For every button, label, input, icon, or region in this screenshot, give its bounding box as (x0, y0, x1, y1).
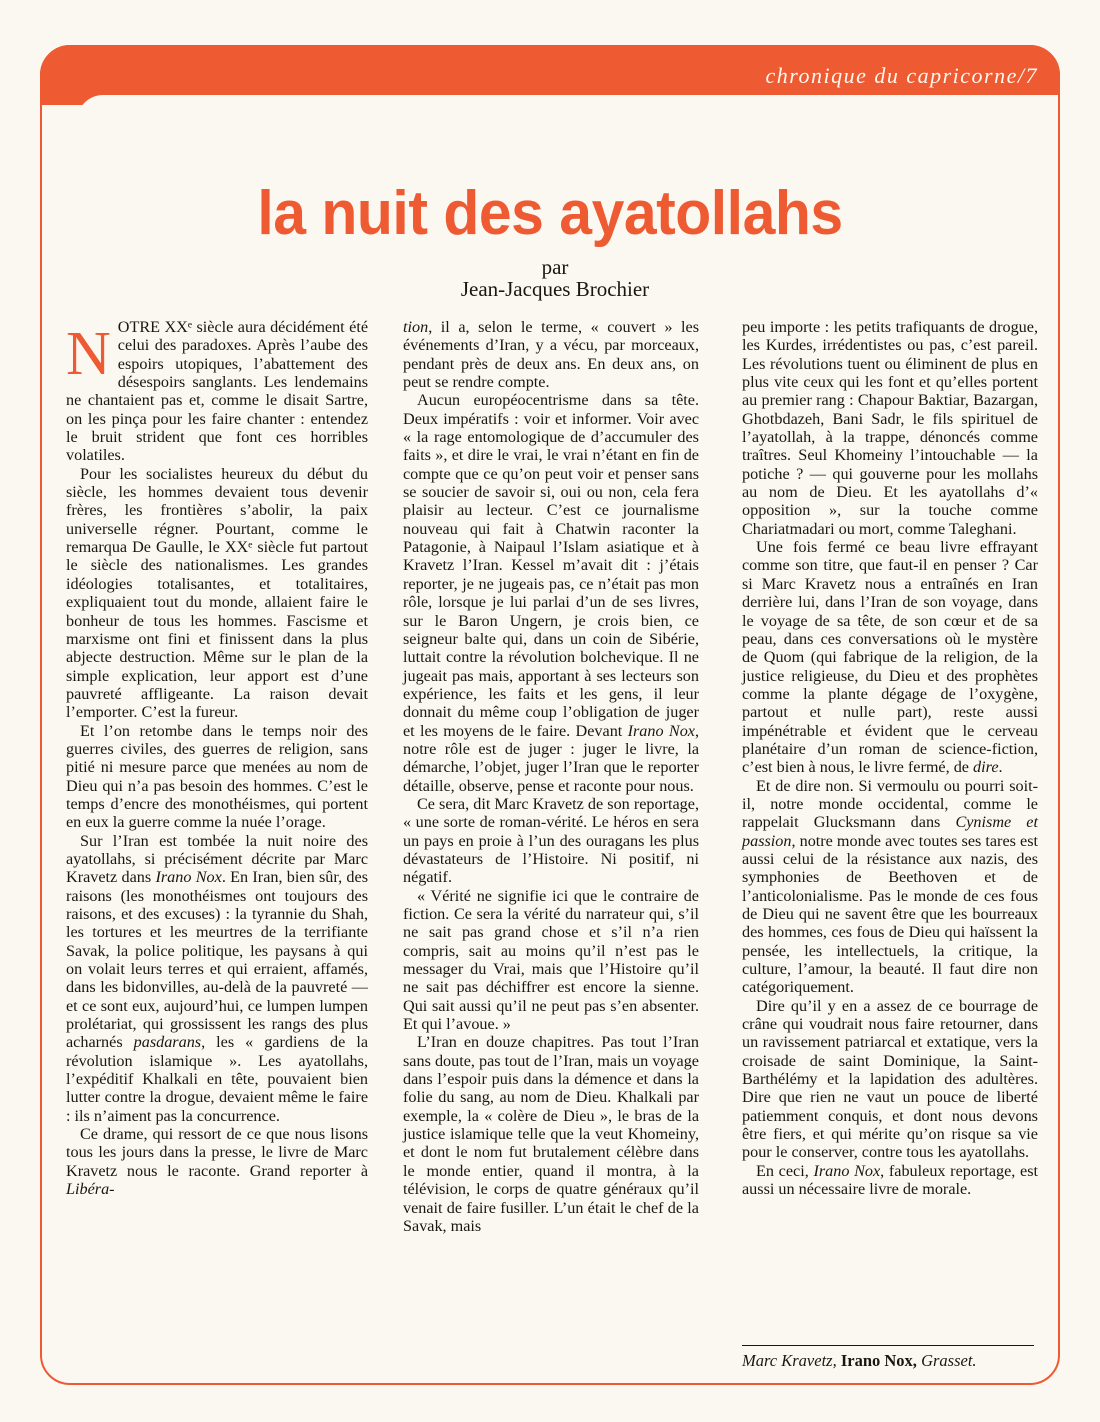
book-title: Irano Nox (813, 1161, 881, 1180)
paragraph: « Vérité ne signifie ici que le contraire de fiction. Ce sera la vérité du narrateur qui, s’il ne sait pas grand chose et s’il n’a rien compris, sait au moins qu’il n’est pas le messager du Vrai, mais que l’Histoire qu’il ne sait pas déchiffrer est encore la sienne. Qui sait aussi qu’il ne peut pas s’en absenter. Et qui l’avoue. » (403, 886, 699, 1034)
text-run: En ceci, (756, 1161, 814, 1180)
paragraph: Dire qu’il y en a assez de ce bourrage de crâne qui voudrait nous faire retourner, dans un ravissement patriarcal et extatique, vers la croisade de saint Dominique, la Saint-Barthélémy et la lapidation des adultères. Dire que rien ne vaut un pouce de liberté patiemment conquis, et dont nous devons être fiers, et qui mérite qu’on risque sa vie pour le conserver, contre tous les ayatollahs. (742, 996, 1038, 1162)
paragraph: Pour les socialistes heureux du début du siècle, les hommes devaient tous devenir frères, les frontières s’abolir, la paix universelle régner. Pourtant, comme le remarqua De Gaulle, le XXᵉ siècle fut partout le siècle des nationalismes. Les grandes idéologies totalisantes, et totalitaires, expliquaient tout du monde, allaient faire le bonheur de tous les hommes. Fascisme et marxisme ont fini et finissent dans la plus abjecte destruction. Même sur le plan de la simple explication, leur apport est d’une pauvreté affligeante. La raison devait l’emporter. C’est la fureur. (66, 464, 368, 722)
paragraph: peu importe : les petits trafiquants de drogue, les Kurdes, irrédentistes ou pas, c’est pareil. Les révolutions tuent ou éliminent de plus en plus vite ceux qui les font et qu’elles portent au premier rang : Chapour Baktiar, Bazargan, Ghotbdazeh, Bani Sadr, le fils spirituel de l’ayatollah, à la trappe, dénoncés comme traîtres. Seul Khomeiny l’intouchable — la potiche ? — qui gouverne pour les mollahs au nom de Dieu. Et les ayatollahs d’« opposition », sur la touche comme Chariatmadari ou mort, comme Taleghani. (742, 318, 1038, 538)
paragraph (403, 318, 699, 391)
article-column-1 (66, 318, 368, 1199)
paragraph: Ce sera, dit Marc Kravetz de son reportage, « une sorte de roman-vérité. Le héros en sera un pays en proie à l’un des ouragans les plus dévastateurs de l’Histoire. Ni positif, ni négatif. (403, 794, 699, 887)
article-title: la nuit des ayatollahs (257, 179, 843, 248)
credit-author: Marc Kravetz, (742, 1351, 837, 1370)
text-run: Et de dire non. Si vermoulu ou pourri soit-il, notre monde occidental, comme le rappelait Glucksmann dans (742, 776, 1038, 832)
section-label: chronique du capricorne/7 (765, 63, 1038, 88)
newspaper-name: Libéra- (66, 1180, 115, 1199)
paragraph-text: OTRE XXᵉ siècle aura décidément été celui des paradoxes. Après l’aube des espoirs utopiques, l’abattement des désespoirs sanglants. Les lendemains ne chantaient pas et, comme le disait Sartre, on les pinça pour les faire chanter : entendez le bruit strident que font ces horribles volatiles. (66, 318, 368, 465)
text-run: Sur l’Iran est tombée la nuit noire des ayatollahs, si précisément décrite par Marc Kravetz dans (66, 831, 368, 887)
paragraph (66, 1125, 368, 1198)
italic-term: pasdarans (133, 1033, 202, 1052)
book-title: Cynisme et passion (742, 813, 1038, 850)
credit-publisher: Grasset. (921, 1351, 977, 1370)
paragraph (742, 777, 1038, 997)
book-credit (742, 1351, 1042, 1371)
book-title: Irano Nox (155, 868, 222, 887)
text-run: , les « gardiens de la révolution islamique ». Les ayatollahs, l’expéditif Khalkali en tête, pouvaient bien lutter contre la drogue, devaient même le faire : ils n’aiment pas la concurrence. (66, 1033, 369, 1125)
paragraph: Et l’on retombe dans le temps noir des guerres civiles, des guerres de religion, sans pitié ni mesure parce que menées au nom de Dieu qui n’a pas besoin des hommes. C’est le temps d’encre des monothéismes, qui portent en eux la guerre comme la nuée l’orage. (66, 721, 368, 832)
text-run: . (998, 758, 1003, 777)
text-run: Aucun européocentrisme dans sa tête. Deux impératifs : voir et informer. Voir avec « la rage entomologique de d’accumuler des faits », et dire le vrai, le vrai n’étant en fin de compte que ce qu’on peut voir et penser sans se soucier de savoir si, oui ou non, cela fera plaisir au lecteur. C’est ce journalisme nouveau qui fait à Chatwin raconter la Patagonie, à Naipaul l’Islam asiatique et à Kravetz l’Iran. Kessel m’avait dit : j’étais reporter, je ne jugeais pas, ce n’était pas mon rôle, lorsque je lui parlai d’un de ses livres, sur le Baron Ungern, je crois bien, ce seigneur balte qui, dans un coin de Sibérie, luttait contre la révolution bolchevique. Il ne jugeait pas mais, apportant à ses lecteurs son expérience, les faits et les gens, il leur donnait du même coup l’obligation de juger et les moyens de le faire. Devant (403, 391, 699, 740)
byline-author: Jean-Jacques Brochier (460, 277, 650, 301)
paragraph (66, 832, 368, 1126)
drop-cap: N (66, 320, 111, 388)
header-band-notch (77, 95, 1058, 125)
book-title: Irano Nox (627, 721, 695, 740)
paragraph (742, 538, 1038, 776)
text-run: Une fois fermé ce beau livre effrayant comme son titre, que faut-il en penser ? Car si Marc Kravetz nous a entraînés en Iran derrière lui, dans l’Iran de son voyage, dans le voyage de sa tête, de son cœur et de sa peau, dans ces conversations où le mystère de Quom (qui fabrique de la religion, de la justice religieuse, du Dieu et des prophètes comme la plante dégage de l’oxygène, partout et nulle part), reste aussi impénétrable et évident que le cerveau planétaire d’un roman de science-fiction, c’est bien à nous, le livre fermé, de (742, 538, 1038, 777)
credit-divider (742, 1345, 1034, 1346)
paragraph (403, 391, 699, 795)
italic-word: dire (973, 758, 999, 777)
text-run: , notre rôle est de juger : juger le livre, la démarche, l’objet, juger l’Iran que le reporter détaille, observe, pense et raconte pour nous. (403, 721, 700, 795)
text-run: , fabuleux reportage, est aussi un nécessaire livre de morale. (742, 1161, 1038, 1199)
byline-par: par (541, 255, 569, 279)
article-column-3 (742, 318, 1038, 1199)
text-run: Ce drame, qui ressort de ce que nous lisons tous les jours dans la presse, le livre de Marc Kravetz nous le raconte. Grand reporter à (66, 1125, 368, 1180)
newspaper-name: tion (403, 318, 429, 336)
paragraph (742, 1162, 1038, 1199)
credit-book-title: Irano Nox, (840, 1351, 917, 1370)
text-run: . En Iran, bien sûr, des raisons (les monothéismes ont toujours des raisons, et des excuses) : la tyrannie du Shah, les tortures et les meurtres de la terrifiante Savak, la police politique, les paysans à qui on volait leurs terres et qui erraient, affamés, dans les bidonvilles, au-delà de la pauvreté — et ce sont eux, aujourd’hui, ce lumpen lumpen prolétariat, qui grossissent les rangs des plus acharnés (66, 868, 369, 1052)
paragraph: L’Iran en douze chapitres. Pas tout l’Iran sans doute, pas tout de l’Iran, mais un voyage dans l’espoir puis dans la démence et dans la folie du sang, au nom de Dieu. Khalkali par exemple, la « colère de Dieu », le bras de la justice islamique telle que la veut Khomeiny, et dont le nom fut brutalement célèbre dans le monde entier, quand il montra, à la télévision, le corps de quatre généraux qu’il venait de faire fusiller. L’un était le chef de la Savak, mais (403, 1033, 699, 1235)
paragraph (66, 318, 368, 465)
article-column-2 (403, 318, 699, 1235)
text-run: , il a, selon le terme, « couvert » les événements d’Iran, y a vécu, par morceaux, pendant près de deux ans. En deux ans, on peut se rendre compte. (403, 318, 699, 392)
text-run: , notre monde avec toutes ses tares est aussi celui de la résistance aux nazis, des symphonies de Beethoven et de l’anticolonialisme. Pas le monde de ces fous de Dieu qui ne savent être que les bourreaux des hommes, ces fous de Dieu qui haïssent la pensée, les intellectuels, la critique, la culture, l’amour, la beauté. Il faut dire non catégoriquement. (742, 831, 1038, 997)
